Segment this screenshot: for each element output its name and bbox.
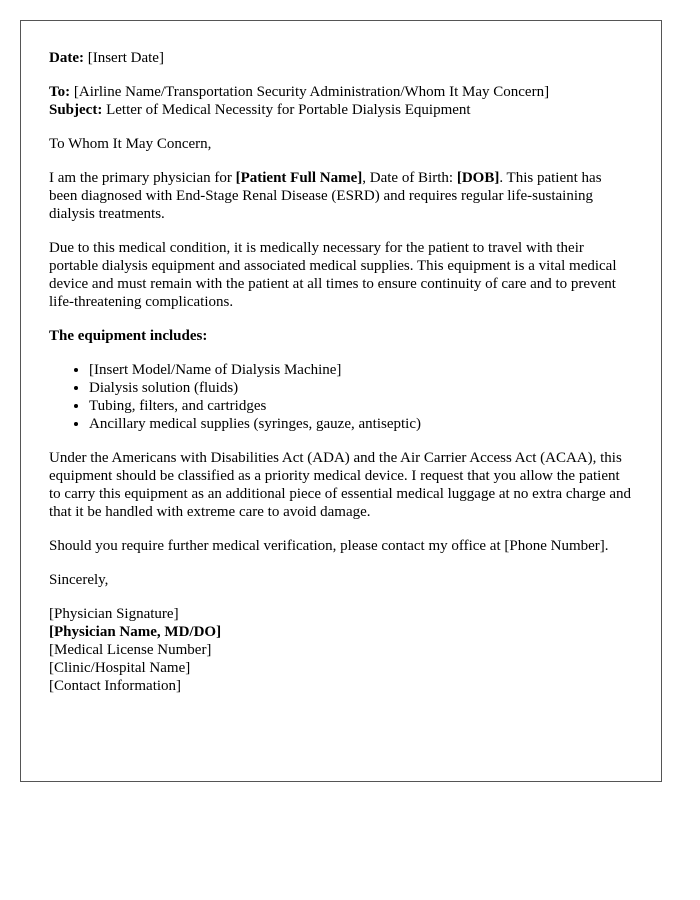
date-label: Date: [49,50,84,66]
paragraph-contact: Should you require further medical verification, please contact my office at [Phone Number]. [49,538,609,554]
letter-document [20,20,662,782]
to-label: To: [49,84,71,100]
signature-block [49,605,633,695]
to-value: [Airline Name/Transportation Security Administration/Whom It May Concern] [73,84,550,100]
equipment-item: • Tubing, filters, and cartridges [89,397,633,415]
dob-placeholder: [DOB] [456,170,500,186]
subject-line [49,101,633,119]
equipment-item: • Ancillary medical supplies (syringes, gauze, antiseptic) [89,415,633,433]
date-line [49,49,633,67]
license-number: [Medical License Number] [49,642,212,658]
equipment-item: • Dialysis solution (fluids) [89,379,633,397]
equipment-heading [49,327,633,345]
physician-name-text: [Physician Name, MD/DO] [49,624,222,640]
diagnosis-text-1: I am the primary physician for [49,170,236,186]
date-value: [Insert Date] [87,50,164,66]
diagnosis-text-2: , Date of Birth: [362,170,457,186]
equipment-list [49,361,633,433]
patient-name-placeholder: [Patient Full Name] [235,170,363,186]
contact-information: [Contact Information] [49,678,182,694]
equipment-item: • [Insert Model/Name of Dialysis Machine] [89,361,633,379]
equipment-heading-text: The equipment includes: [49,328,208,344]
subject-value: Letter of Medical Necessity for Portable Dialysis Equipment [106,102,471,118]
paragraph-legal: Under the Americans with Disabilities Act (ADA) and the Air Carrier Access Act (ACAA), this equipment should be classified as a priority medical device. I request that you allow the patient to carry this equipment as an additional piece of essential medical luggage at no extra charge and that it be handled with extreme care to avoid damage. [49,450,632,520]
salutation: To Whom It May Concern, [49,136,212,152]
physician-name [49,623,633,641]
clinic-name: [Clinic/Hospital Name] [49,660,191,676]
signature-placeholder: [Physician Signature] [49,606,179,622]
closing: Sincerely, [49,572,109,588]
paragraph-necessity: Due to this medical condition, it is medically necessary for the patient to travel with their portable dialysis equipment and associated medical supplies. This equipment is a vital medical device and must remain with the patient at all times to ensure continuity of care and to prevent life-threatening complications. [49,240,617,310]
paragraph-diagnosis [49,169,633,223]
to-line [49,83,633,101]
diagnosis-text-3: . This patient has been diagnosed with End-Stage Renal Disease (ESRD) and requires regular life-sustaining dialysis treatments. [49,170,602,222]
subject-label: Subject: [49,102,103,118]
